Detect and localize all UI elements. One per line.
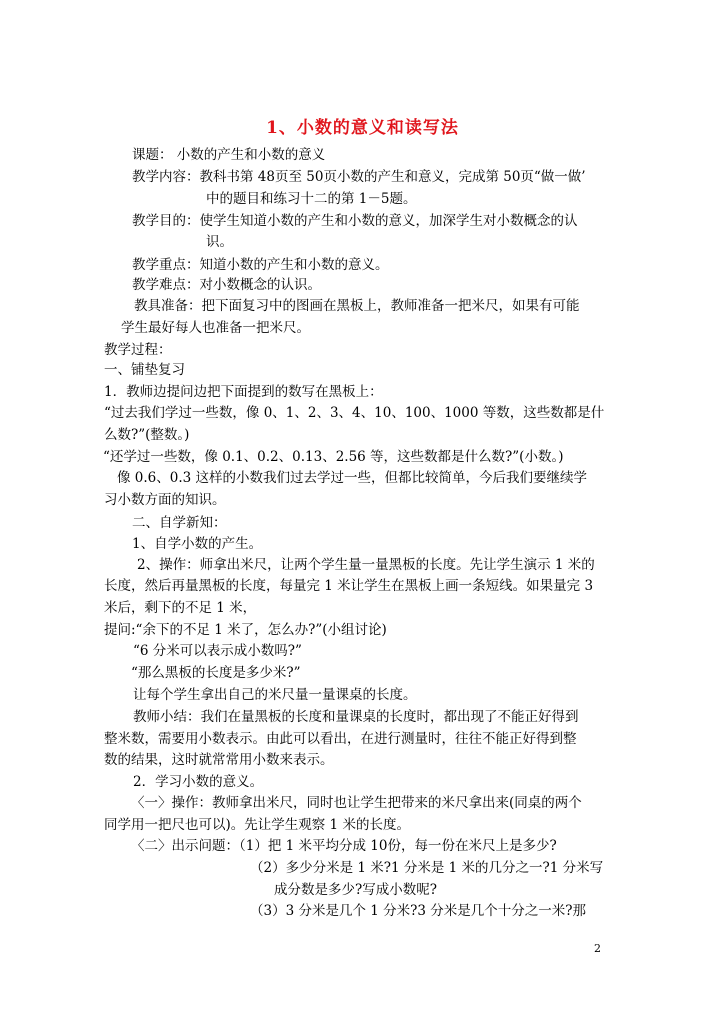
text-line: 教学重点：知道小数的产生和小数的意义。 bbox=[132, 257, 389, 273]
text-line: 习小数方面的知识。 bbox=[104, 492, 226, 508]
text-line: 二、自学新知： bbox=[132, 515, 227, 531]
text-line: “6 分米可以表示成小数吗?” bbox=[133, 643, 302, 659]
text-line: 教学难点：对小数概念的认识。 bbox=[132, 277, 321, 293]
text-line: 识。 bbox=[206, 234, 233, 250]
text-line: 像 0.6、0.3 这样的小数我们过去学过一些，但都比较简单，今后我们要继续学 bbox=[117, 470, 588, 486]
document-title: 1、小数的意义和读写法 bbox=[266, 118, 459, 138]
text-line: 1．教师边提问边把下面提到的数写在黑板上： bbox=[104, 384, 383, 400]
text-line: “还学过一些数，像 0.1、0.2、0.13、2.56 等，这些数都是什么数?”(小数。) bbox=[103, 449, 564, 465]
text-line: 长度，然后再量黑板的长度，每量完 1 米让学生在黑板上画一条短线。如果量完 3 bbox=[104, 578, 594, 594]
text-line: 整米数，需要用小数表示。由此可以看出，在进行测量时，往往不能正好得到整 bbox=[104, 731, 577, 747]
text-line: “那么黑板的长度是多少米?” bbox=[131, 665, 301, 681]
text-line: 教师小结：我们在量黑板的长度和量课桌的长度时，都出现了不能正好得到 bbox=[133, 709, 579, 725]
text-line: 成分数是多少?写成小数呢? bbox=[274, 882, 437, 898]
text-line: 〈一〉操作：教师拿出米尺，同时也让学生把带来的米尺拿出来(同桌的两个 bbox=[131, 795, 582, 811]
text-line: 提问:“余下的不足 1 米了，怎么办?”(小组讨论) bbox=[104, 622, 387, 638]
text-line: 教学过程： bbox=[104, 342, 172, 358]
text-line: 教学内容：教科书第 48页至 50页小数的产生和意义，完成第 50页“做一做’ bbox=[132, 169, 586, 185]
text-line: 让每个学生拿出自己的米尺量一量课桌的长度。 bbox=[133, 687, 417, 703]
text-line: 2、操作：师拿出米尺，让两个学生量一量黑板的长度。先让学生演示 1 米的 bbox=[137, 557, 595, 573]
text-line: 米后，剩下的不足 1 米， bbox=[104, 600, 257, 616]
text-line: （2）多少分米是 1 米?1 分米是 1 米的几分之一?1 分米写 bbox=[250, 860, 604, 876]
text-line: （3）3 分米是几个 1 分米?3 分米是几个十分之一米?那 bbox=[250, 903, 586, 919]
text-line: 1、自学小数的产生。 bbox=[132, 536, 263, 552]
text-line: 么数?”(整数。) bbox=[104, 427, 190, 443]
text-line: 数的结果，这时就常常用小数来表示。 bbox=[104, 752, 334, 768]
text-line: 学生最好每人也准备一把米尺。 bbox=[121, 320, 310, 336]
text-line: 〈二〉出示问题：（1）把 1 米平均分成 10份，每一份在米尺上是多少? bbox=[131, 838, 557, 854]
text-line: 2．学习小数的意义。 bbox=[133, 774, 264, 790]
text-line: 中的题目和练习十二的第 1－5题。 bbox=[206, 191, 417, 207]
text-line: 教具准备：把下面复习中的图画在黑板上，教师准备一把米尺，如果有可能 bbox=[134, 298, 580, 314]
text-line: “过去我们学过一些数，像 0、1、2、3、4、10、100、1000 等数，这些数都是什 bbox=[104, 405, 605, 421]
text-line: 一、铺垫复习 bbox=[104, 362, 185, 378]
page-number: 2 bbox=[594, 942, 601, 955]
text-line: 课题： 小数的产生和小数的意义 bbox=[132, 147, 326, 163]
text-line: 同学用一把尺也可以)。先让学生观察 1 米的长度。 bbox=[104, 817, 410, 833]
text-line: 教学目的：使学生知道小数的产生和小数的意义，加深学生对小数概念的认 bbox=[132, 213, 578, 229]
